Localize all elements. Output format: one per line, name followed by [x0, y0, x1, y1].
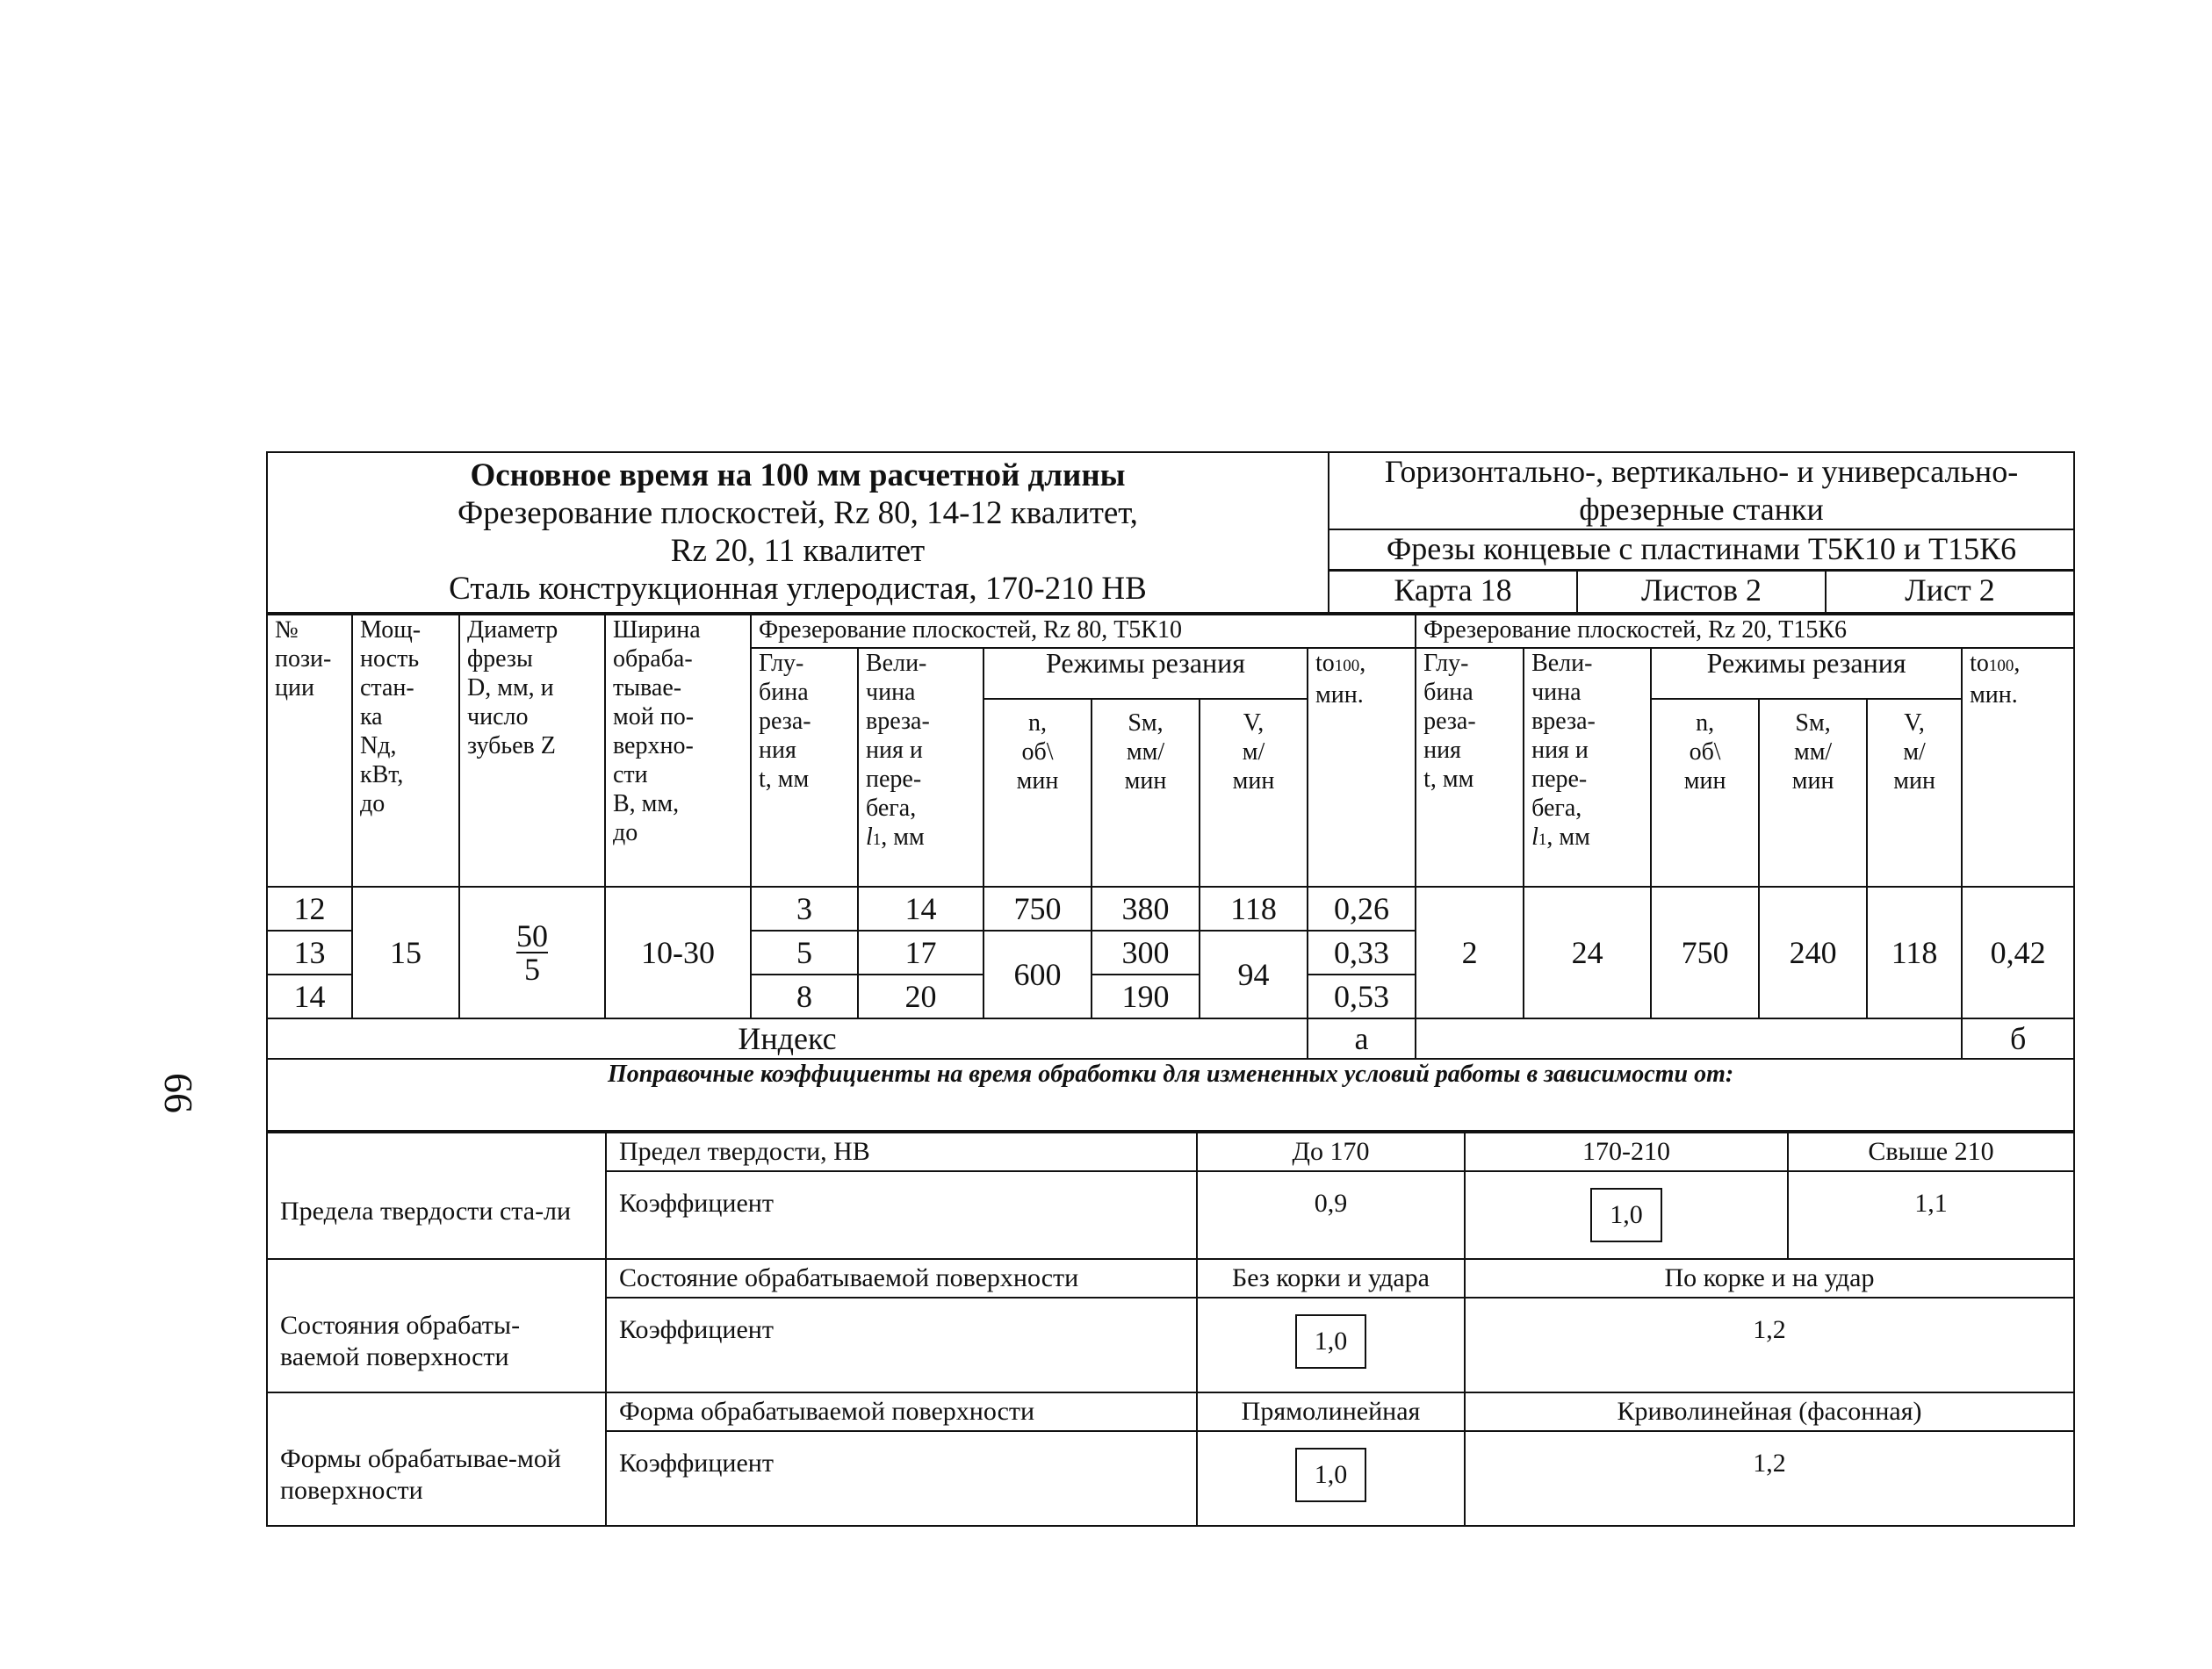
card-title: Основное время на 100 мм расчетной длины: [470, 457, 1126, 493]
diameter-teeth-value: $\frac{50}{5}$: [459, 887, 605, 1018]
shape-coef-value: 1,2: [1465, 1431, 2074, 1526]
col-position: № пози- ции: [267, 615, 352, 887]
shape-option: Прямолинейная: [1197, 1392, 1465, 1431]
row-position: 12: [267, 887, 352, 931]
norm-card-sheet: [266, 451, 2073, 1527]
depth-value: 8: [751, 975, 858, 1018]
depth-value: 3: [751, 887, 858, 931]
surface-coef-value-selected: 1,0: [1197, 1298, 1465, 1392]
hardness-option: 170-210: [1465, 1133, 1788, 1171]
shape-param: Форма обрабатываемой поверхности: [606, 1392, 1197, 1431]
b-time-value: 0,42: [1962, 887, 2074, 1018]
length-value: 20: [858, 975, 984, 1018]
corrections-table: [266, 1132, 2075, 1527]
col-b-length: Вели- чина вреза- ния и пере- бега, l1, мм: [1524, 648, 1651, 887]
b-feed-value: 240: [1759, 887, 1867, 1018]
hardness-coef-label: Коэффициент: [606, 1171, 1197, 1259]
surface-coef-value: 1,2: [1465, 1298, 2074, 1392]
col-a-sm: Sм, мм/ мин: [1092, 699, 1200, 887]
hardness-coef-value: 1,1: [1788, 1171, 2074, 1259]
length-value: 14: [858, 887, 984, 931]
speed-value: 750: [984, 887, 1092, 931]
col-width: Ширина обраба- тывае- мой по- верхно- сти В, мм, до: [605, 615, 751, 887]
index-row: [267, 1018, 2074, 1059]
page-number: 66: [156, 1073, 201, 1113]
card-title-block: [267, 452, 1329, 613]
index-a: а: [1308, 1018, 1416, 1059]
velocity-value: 118: [1200, 887, 1308, 931]
col-b-sm: Sм, мм/ мин: [1759, 699, 1867, 887]
col-b-n: n, об\ мин: [1651, 699, 1759, 887]
col-a-v: V, м/ мин: [1200, 699, 1308, 887]
col-a-time: to100, мин.: [1308, 648, 1416, 887]
velocity-value: 94: [1200, 931, 1308, 1018]
time-value: 0,53: [1308, 975, 1416, 1018]
depth-value: 5: [751, 931, 858, 975]
card-subtitle-3: Сталь конструкционная углеродистая, 170-210 НВ: [449, 571, 1147, 607]
col-b-modes: Режимы резания: [1651, 648, 1962, 699]
hardness-param: Предел твердости, НВ: [606, 1133, 1197, 1171]
surface-option: По корке и на удар: [1465, 1259, 2074, 1298]
hardness-option: До 170: [1197, 1133, 1465, 1171]
feed-value: 300: [1092, 931, 1200, 975]
power-value: 15: [352, 887, 459, 1018]
col-a-n: n, об\ мин: [984, 699, 1092, 887]
col-a-modes: Режимы резания: [984, 648, 1308, 699]
table-row: [267, 887, 2074, 931]
shape-label: Формы обрабатывае-мой поверхности: [267, 1392, 606, 1526]
shape-coef-value-selected: 1,0: [1197, 1431, 1465, 1526]
machine-types: Горизонтально-, вертикально- и универсально- фрезерные станки: [1329, 453, 2073, 530]
b-length-value: 24: [1524, 887, 1651, 1018]
feed-value: 190: [1092, 975, 1200, 1018]
row-position: 14: [267, 975, 352, 1018]
group-a-header: Фрезерование плоскостей, Rz 80, Т5К10: [751, 615, 1416, 648]
speed-value: 600: [984, 931, 1092, 1018]
time-value: 0,26: [1308, 887, 1416, 931]
shape-option: Криволинейная (фасонная): [1465, 1392, 2074, 1431]
shape-coef-label: Коэффициент: [606, 1431, 1197, 1526]
hardness-option: Свыше 210: [1788, 1133, 2074, 1171]
card-header: [266, 451, 2075, 614]
col-diameter: Диаметр фрезы D, мм, и число зубьев Z: [459, 615, 605, 887]
surface-option: Без корки и удара: [1197, 1259, 1465, 1298]
col-b-depth: Глу- бина реза- ния t, мм: [1416, 648, 1524, 887]
card-info-block: [1329, 452, 2074, 613]
b-depth-value: 2: [1416, 887, 1524, 1018]
col-a-depth: Глу- бина реза- ния t, мм: [751, 648, 858, 887]
col-power: Мощ- ность стан- ка Nд, кВт, до: [352, 615, 459, 887]
col-a-length: Вели- чина вреза- ния и пере- бега, l1, мм: [858, 648, 984, 887]
hardness-coef-value-selected: 1,0: [1465, 1171, 1788, 1259]
cutter-types: Фрезы концевые с пластинами Т5К10 и Т15К6: [1329, 530, 2073, 572]
card-subtitle-1: Фрезерование плоскостей, Rz 80, 14-12 квалитет,: [458, 495, 1138, 531]
card-subtitle-2: Rz 20, 11 квалитет: [670, 533, 926, 569]
col-b-v: V, м/ мин: [1867, 699, 1962, 887]
sheet-number: Лист 2: [1905, 572, 1995, 608]
card-number: Карта 18: [1329, 572, 1578, 612]
surface-param: Состояние обрабатываемой поверхности: [606, 1259, 1197, 1298]
index-b: б: [1962, 1018, 2074, 1059]
feed-value: 380: [1092, 887, 1200, 931]
index-label: Индекс: [267, 1018, 1308, 1059]
hardness-label: Предела твердости ста-ли: [267, 1133, 606, 1259]
surface-coef-label: Коэффициент: [606, 1298, 1197, 1392]
time-value: 0,33: [1308, 931, 1416, 975]
row-position: 13: [267, 931, 352, 975]
group-b-header: Фрезерование плоскостей, Rz 20, Т15К6: [1416, 615, 2074, 648]
col-b-time: to100, мин.: [1962, 648, 2074, 887]
cutting-data-table: [266, 614, 2075, 1132]
sheets-count: Листов 2: [1578, 572, 1827, 612]
width-value: 10-30: [605, 887, 751, 1018]
b-speed-value: 750: [1651, 887, 1759, 1018]
card-number-row: [1329, 572, 2073, 612]
length-value: 17: [858, 931, 984, 975]
hardness-coef-value: 0,9: [1197, 1171, 1465, 1259]
surface-label: Состояния обрабаты-ваемой поверхности: [267, 1259, 606, 1392]
corrections-title: Поправочные коэффициенты на время обработки для измененных условий работы в зависимости от:: [267, 1059, 2074, 1131]
b-velocity-value: 118: [1867, 887, 1962, 1018]
